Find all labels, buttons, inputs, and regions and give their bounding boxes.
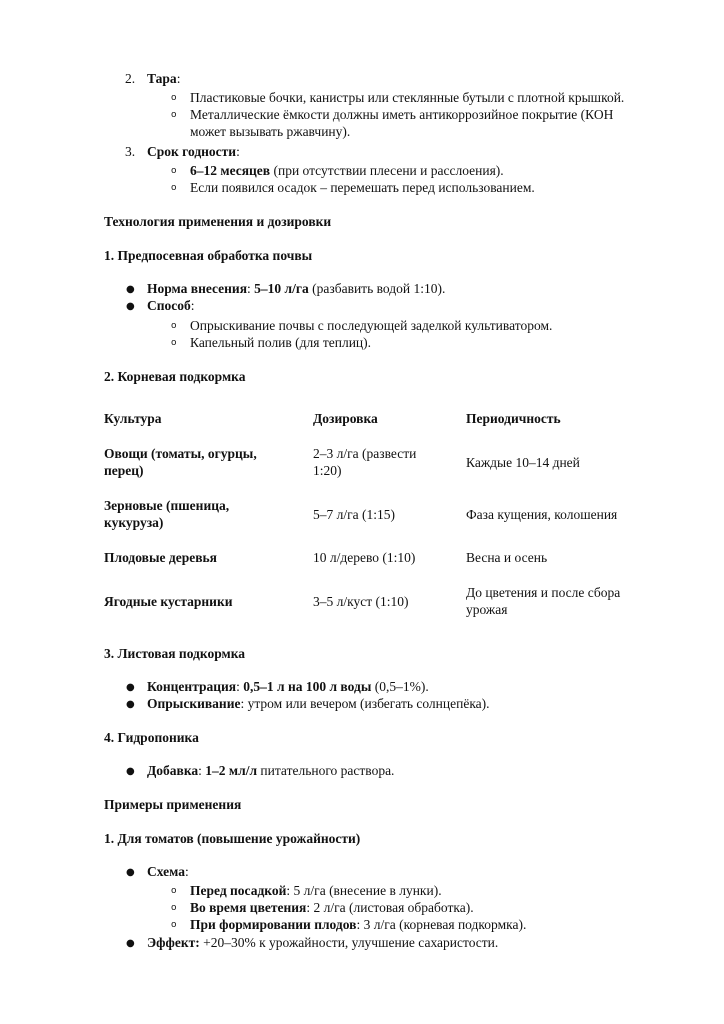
bold-text: Опрыскивание bbox=[147, 696, 241, 711]
bullet-text bbox=[147, 678, 429, 695]
bold-text: 1–2 мл/л bbox=[205, 763, 258, 778]
plain-text: (при отсутствии плесени и расслоения). bbox=[270, 163, 504, 178]
sub-item-text: Пластиковые бочки, канистры или стеклянные бутыли с плотной крышкой. bbox=[190, 90, 625, 105]
plain-text: +20–30% к урожайности, улучшение сахаристости. bbox=[199, 935, 499, 950]
sub-bullet-icon: o bbox=[171, 338, 177, 348]
bullet-text bbox=[147, 934, 498, 951]
plain-text: (0,5–1%). bbox=[371, 679, 429, 694]
table-cell-culture: Плодовые деревья bbox=[104, 550, 217, 565]
table-cell-culture: Ягодные кустарники bbox=[104, 594, 233, 609]
plain-text: питательного раствора. bbox=[257, 763, 395, 778]
sub-item-text: может вызывать ржавчину). bbox=[190, 124, 351, 139]
table-cell-dosage: 2–3 л/га (развести bbox=[313, 446, 417, 461]
bold-text: Во время цветения bbox=[190, 900, 307, 915]
bold-text: Концентрация bbox=[147, 679, 237, 694]
bold-text: 0,5–1 л на 100 л воды bbox=[243, 679, 372, 694]
table-cell-culture: кукуруза) bbox=[104, 515, 164, 530]
table-cell-dosage: 3–5 л/куст (1:10) bbox=[313, 594, 409, 609]
bold-text: Перед посадкой bbox=[190, 883, 287, 898]
table-cell-culture: Овощи (томаты, огурцы, bbox=[104, 446, 257, 461]
table-header-dosage: Дозировка bbox=[313, 411, 378, 426]
plain-text: : 5 л/га (внесение в лунки). bbox=[286, 883, 442, 898]
table-cell-periodicity: Каждые 10–14 дней bbox=[466, 455, 580, 470]
table-cell-culture: Зерновые (пшеница, bbox=[104, 498, 230, 513]
bold-text: Способ bbox=[147, 298, 191, 313]
plain-text: : 2 л/га (листовая обработка). bbox=[306, 900, 474, 915]
bullet-icon: ● bbox=[126, 301, 135, 312]
sub-bullet-icon: o bbox=[171, 166, 177, 176]
plain-text: : bbox=[185, 864, 189, 879]
table-cell-periodicity: До цветения и после сбора bbox=[466, 585, 621, 600]
sub-item-text bbox=[190, 899, 474, 916]
bullet-icon: ● bbox=[126, 682, 135, 693]
list-item-title: Тара bbox=[147, 71, 177, 86]
table-cell-periodicity: Фаза кущения, колошения bbox=[466, 507, 618, 522]
table-cell-dosage: 10 л/дерево (1:10) bbox=[313, 550, 416, 565]
table-cell-periodicity: Весна и осень bbox=[466, 550, 548, 565]
list-item-colon: : bbox=[176, 71, 181, 86]
subsection-heading-root-feeding: 2. Корневая подкормка bbox=[104, 369, 246, 384]
sub-item-text bbox=[190, 882, 442, 899]
sub-bullet-icon: o bbox=[171, 886, 177, 896]
list-item-tara bbox=[147, 70, 180, 87]
table-header-culture: Культура bbox=[104, 411, 162, 426]
bold-text: 6–12 месяцев bbox=[190, 163, 271, 178]
plain-text: : bbox=[247, 281, 255, 296]
bullet-text bbox=[147, 280, 445, 297]
sub-bullet-icon: o bbox=[171, 183, 177, 193]
sub-item-text: Опрыскивание почвы с последующей заделкой культиватором. bbox=[190, 318, 553, 333]
bold-text: При формировании плодов bbox=[190, 917, 357, 932]
sub-bullet-icon: o bbox=[171, 93, 177, 103]
bullet-text bbox=[147, 297, 195, 314]
bold-text: Добавка bbox=[147, 763, 199, 778]
sub-bullet-icon: o bbox=[171, 920, 177, 930]
plain-text: : утром или вечером (избегать солнцепёка). bbox=[240, 696, 490, 711]
plain-text: : 3 л/га (корневая подкормка). bbox=[356, 917, 527, 932]
bullet-icon: ● bbox=[126, 867, 135, 878]
bold-text: Эффект: bbox=[147, 935, 200, 950]
bullet-icon: ● bbox=[126, 766, 135, 777]
bullet-icon: ● bbox=[126, 938, 135, 949]
list-item-shelf-life bbox=[147, 143, 240, 160]
subsection-heading-hydroponics: 4. Гидропоника bbox=[104, 730, 199, 745]
section-heading-technology: Технология применения и дозировки bbox=[104, 214, 332, 229]
table-cell-culture: перец) bbox=[104, 463, 144, 478]
section-heading-examples: Примеры применения bbox=[104, 797, 242, 812]
bullet-text bbox=[147, 762, 394, 779]
bullet-text bbox=[147, 863, 189, 880]
bullet-icon: ● bbox=[126, 284, 135, 295]
sub-bullet-icon: o bbox=[171, 321, 177, 331]
bullet-icon: ● bbox=[126, 699, 135, 710]
list-number-3: 3. bbox=[125, 144, 136, 159]
plain-text: : bbox=[198, 763, 206, 778]
plain-text: : bbox=[236, 679, 244, 694]
table-cell-periodicity: урожая bbox=[466, 602, 508, 617]
sub-item-text: Металлические ёмкости должны иметь антикоррозийное покрытие (КОН bbox=[190, 107, 614, 122]
plain-text: (разбавить водой 1:10). bbox=[308, 281, 446, 296]
table-cell-dosage: 5–7 л/га (1:15) bbox=[313, 507, 396, 522]
list-number-2: 2. bbox=[125, 71, 136, 86]
sub-bullet-icon: o bbox=[171, 110, 177, 120]
subsection-heading-foliar-feeding: 3. Листовая подкормка bbox=[104, 646, 246, 661]
plain-text: : bbox=[190, 298, 195, 313]
subsection-heading-presowing: 1. Предпосевная обработка почвы bbox=[104, 248, 313, 263]
bullet-text bbox=[147, 695, 490, 712]
sub-item-text: Капельный полив (для теплиц). bbox=[190, 335, 372, 350]
bold-text: 5–10 л/га bbox=[254, 281, 309, 296]
table-cell-dosage: 1:20) bbox=[313, 463, 342, 478]
bold-text: Норма внесения bbox=[147, 281, 248, 296]
bold-text: Схема bbox=[147, 864, 186, 879]
subsection-heading-tomatoes: 1. Для томатов (повышение урожайности) bbox=[104, 831, 361, 846]
list-item-colon: : bbox=[236, 144, 240, 159]
sub-bullet-icon: o bbox=[171, 903, 177, 913]
sub-item-text: Если появился осадок – перемешать перед использованием. bbox=[190, 180, 535, 195]
sub-item-text bbox=[190, 916, 526, 933]
list-item-title: Срок годности bbox=[147, 144, 237, 159]
table-header-periodicity: Периодичность bbox=[466, 411, 561, 426]
sub-item-text bbox=[190, 162, 504, 179]
